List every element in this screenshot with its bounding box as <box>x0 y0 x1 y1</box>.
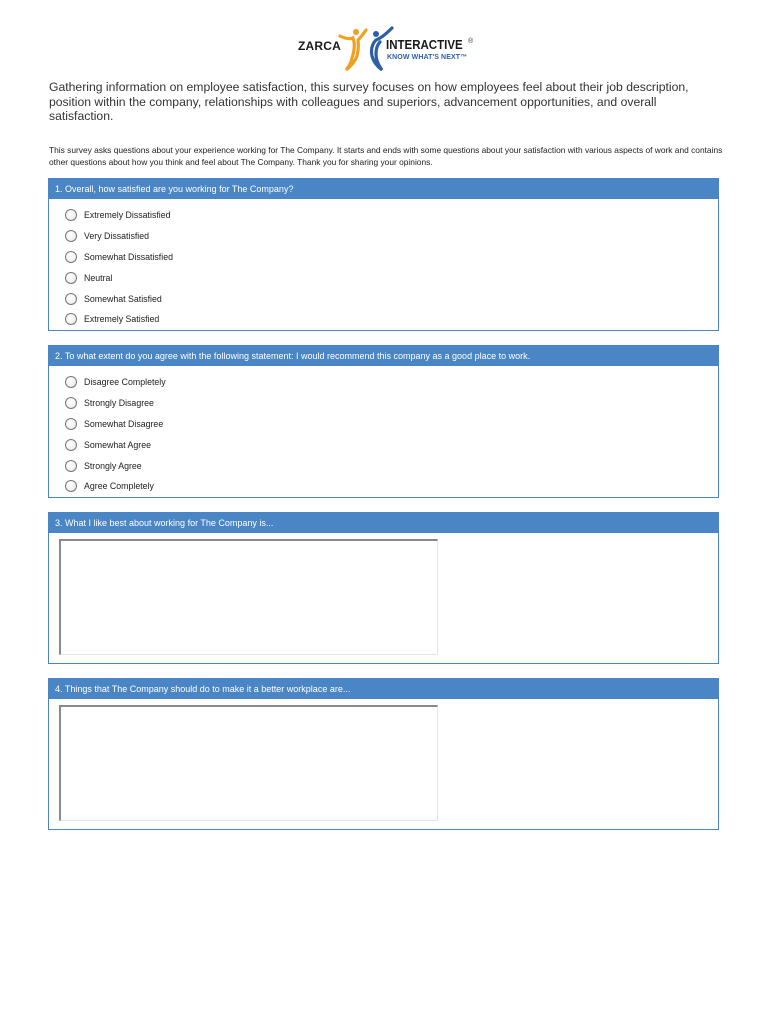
option-label: Strongly Disagree <box>84 398 154 409</box>
radio-option[interactable] <box>65 476 718 497</box>
radio-button[interactable] <box>65 209 77 221</box>
logo-name: INTERACTIVE <box>386 38 463 52</box>
registered-mark: ® <box>468 38 474 45</box>
option-label: Agree Completely <box>84 481 154 492</box>
option-label: Somewhat Dissatisfied <box>84 251 173 262</box>
question-1 <box>48 178 719 331</box>
radio-option[interactable] <box>65 434 718 455</box>
question-3-title: 3. What I like best about working for The Company is... <box>49 513 718 533</box>
logo-brand: ZARCA <box>298 39 341 53</box>
answer-textarea-4[interactable] <box>59 705 438 821</box>
radio-button[interactable] <box>65 251 77 263</box>
question-2 <box>48 345 719 498</box>
option-label: Neutral <box>84 272 113 283</box>
question-4 <box>48 678 719 830</box>
radio-option[interactable] <box>65 205 718 226</box>
option-label: Strongly Agree <box>84 460 142 471</box>
option-label: Extremely Satisfied <box>84 314 160 325</box>
radio-option[interactable] <box>65 226 718 247</box>
radio-button[interactable] <box>65 418 77 430</box>
radio-option[interactable] <box>65 247 718 268</box>
radio-button[interactable] <box>65 293 77 305</box>
radio-button[interactable] <box>65 376 77 388</box>
company-logo <box>296 24 480 72</box>
question-2-title: 2. To what extent do you agree with the following statement: I would recommend this company as a good place to work. <box>49 346 718 366</box>
question-1-options <box>49 199 718 330</box>
radio-option[interactable] <box>65 393 718 414</box>
question-1-title: 1. Overall, how satisfied are you working for The Company? <box>49 179 718 199</box>
logo-tagline: KNOW WHAT'S NEXT™ <box>387 54 468 61</box>
radio-button[interactable] <box>65 480 77 492</box>
radio-option[interactable] <box>65 372 718 393</box>
radio-option[interactable] <box>65 267 718 288</box>
radio-button[interactable] <box>65 272 77 284</box>
question-3 <box>48 512 719 664</box>
radio-option[interactable] <box>65 288 718 309</box>
option-label: Somewhat Satisfied <box>84 293 162 304</box>
radio-button[interactable] <box>65 313 77 325</box>
option-label: Somewhat Agree <box>84 439 151 450</box>
question-4-title: 4. Things that The Company should do to make it a better workplace are... <box>49 679 718 699</box>
radio-button[interactable] <box>65 230 77 242</box>
radio-option[interactable] <box>65 455 718 476</box>
option-label: Disagree Completely <box>84 377 166 388</box>
radio-button[interactable] <box>65 397 77 409</box>
option-label: Extremely Dissatisfied <box>84 210 171 221</box>
answer-textarea-3[interactable] <box>59 539 438 655</box>
survey-description: This survey asks questions about your experience working for The Company. It starts and ends with some questions about your satisfaction with various aspects of work and contains other questions about how you think and feel about The Company. Thank you for sharing your opinions. <box>49 145 723 167</box>
radio-option[interactable] <box>65 309 718 330</box>
radio-option[interactable] <box>65 414 718 435</box>
option-label: Very Dissatisfied <box>84 231 150 242</box>
survey-intro: Gathering information on employee satisfaction, this survey focuses on how employees feel about their job description, position within the company, relationships with colleagues and superiors, advancement opportunities, and overall satisfaction. <box>49 80 689 123</box>
question-2-options <box>49 366 718 497</box>
radio-button[interactable] <box>65 460 77 472</box>
option-label: Somewhat Disagree <box>84 418 164 429</box>
radio-button[interactable] <box>65 439 77 451</box>
